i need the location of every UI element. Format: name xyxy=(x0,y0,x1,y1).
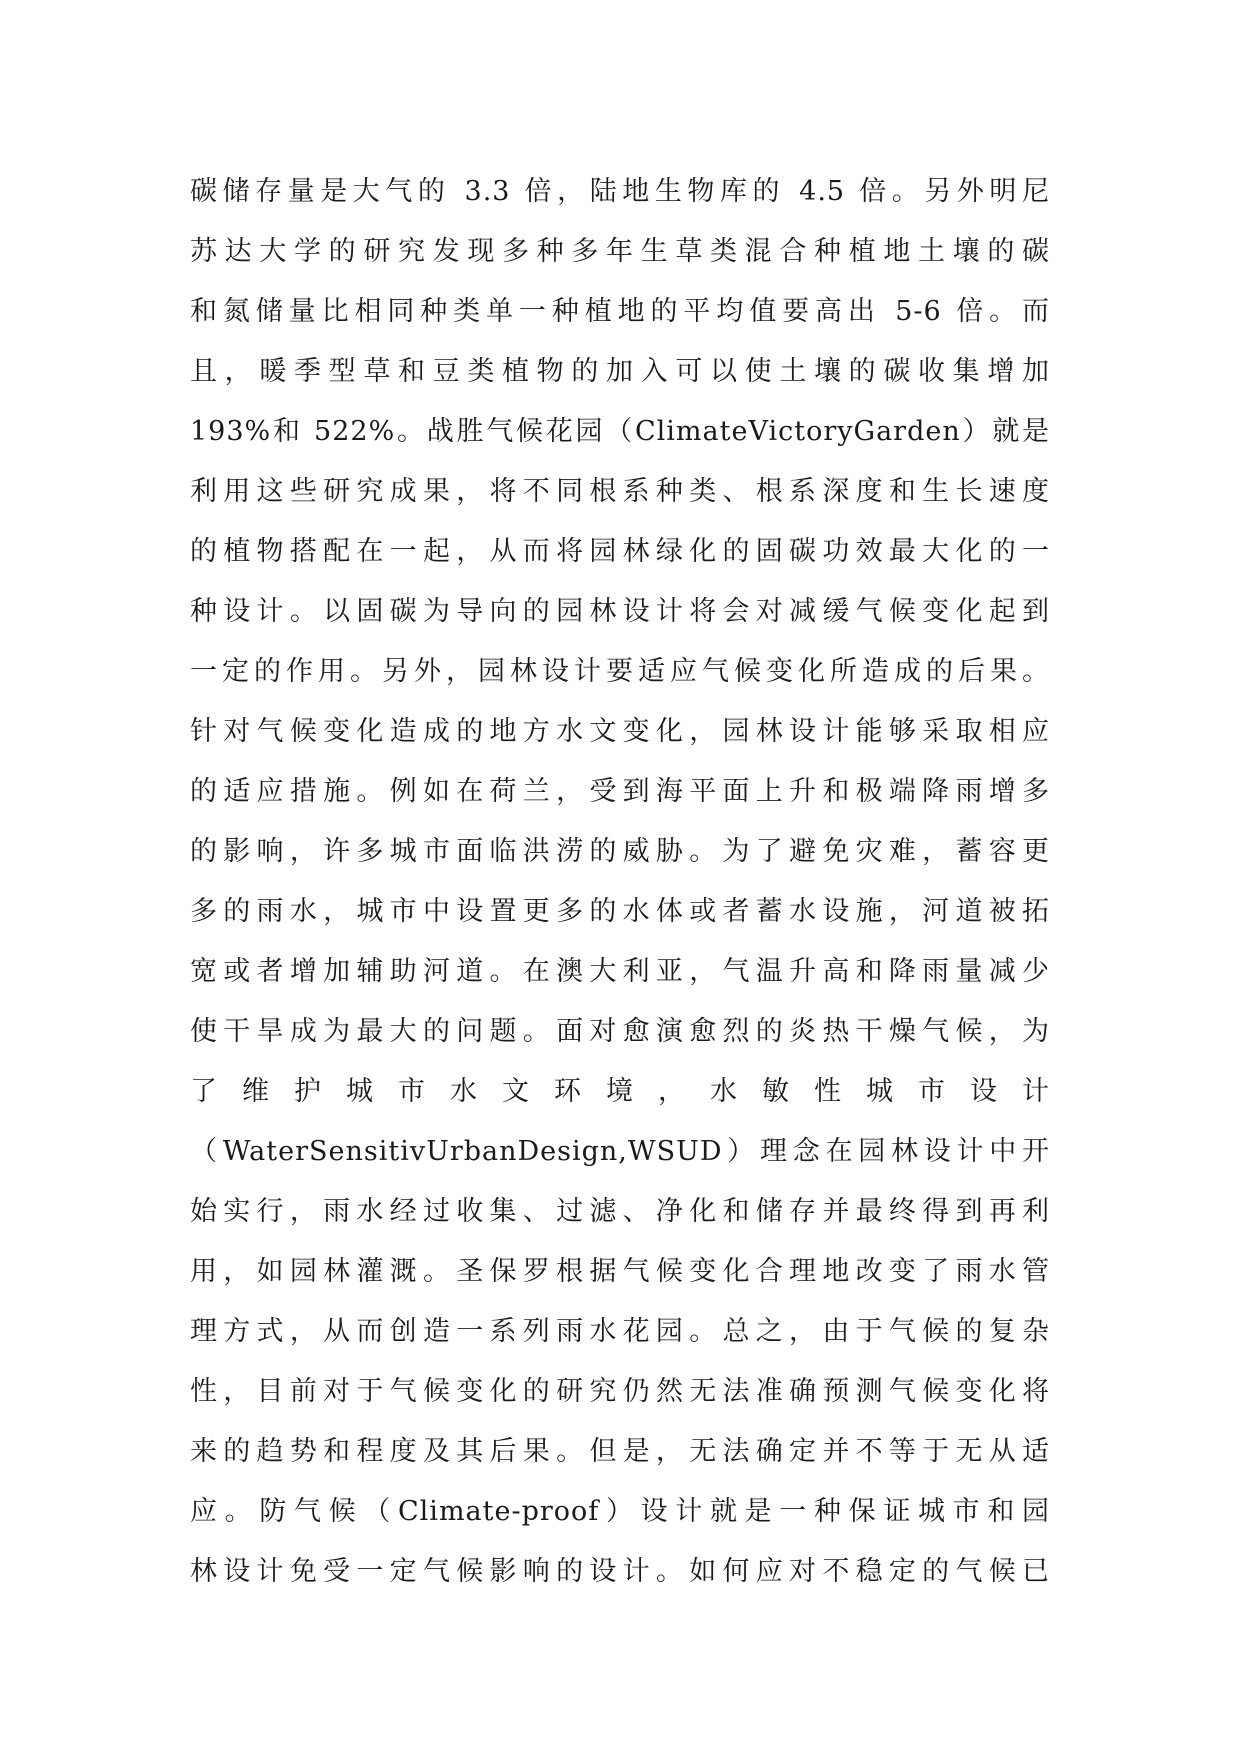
text-line: 的适应措施。例如在荷兰，受到海平面上升和极端降雨增多 xyxy=(190,776,1050,807)
text-line: 始实行，雨水经过收集、过滤、净化和储存并最终得到再利 xyxy=(190,1196,1050,1227)
text-line: 193%和 522%。战胜气候花园（ClimateVictoryGarden）就是 xyxy=(190,416,1050,447)
text-line: 用，如园林灌溉。圣保罗根据气候变化合理地改变了雨水管 xyxy=(190,1256,1050,1287)
text-line: 使干旱成为最大的问题。面对愈演愈烈的炎热干燥气候，为 xyxy=(190,1016,1050,1047)
text-line: 林设计免受一定气候影响的设计。如何应对不稳定的气候已 xyxy=(190,1556,1050,1587)
text-line: 碳储存量是大气的 3.3 倍，陆地生物库的 4.5 倍。另外明尼 xyxy=(190,176,1050,207)
text-line: 性，目前对于气候变化的研究仍然无法准确预测气候变化将 xyxy=(190,1376,1050,1407)
text-line: 一定的作用。另外，园林设计要适应气候变化所造成的后果。 xyxy=(190,656,1050,687)
text-line: 来的趋势和程度及其后果。但是，无法确定并不等于无从适 xyxy=(190,1436,1050,1467)
text-line: 针对气候变化造成的地方水文变化，园林设计能够采取相应 xyxy=(190,716,1050,747)
text-line: 苏达大学的研究发现多种多年生草类混合种植地土壤的碳 xyxy=(190,236,1050,267)
text-line: （WaterSensitivUrbanDesign,WSUD）理念在园林设计中开 xyxy=(190,1136,1050,1167)
text-line: 的植物搭配在一起，从而将园林绿化的固碳功效最大化的一 xyxy=(190,536,1050,567)
text-line: 宽或者增加辅助河道。在澳大利亚，气温升高和降雨量减少 xyxy=(190,956,1050,987)
text-line: 多的雨水，城市中设置更多的水体或者蓄水设施，河道被拓 xyxy=(190,896,1050,927)
text-line: 了 维 护 城 市 水 文 环 境 ， 水 敏 性 城 市 设 计 xyxy=(190,1076,1050,1107)
text-line: 且，暖季型草和豆类植物的加入可以使土壤的碳收集增加 xyxy=(190,356,1050,387)
text-line: 和氮储量比相同种类单一种植地的平均值要高出 5-6 倍。而 xyxy=(190,296,1050,327)
text-line: 的影响，许多城市面临洪涝的威胁。为了避免灾难，蓄容更 xyxy=(190,836,1050,867)
text-line: 应。防气候（Climate-proof）设计就是一种保证城市和园 xyxy=(190,1496,1050,1527)
text-line: 利用这些研究成果，将不同根系种类、根系深度和生长速度 xyxy=(190,476,1050,507)
text-line: 理方式，从而创造一系列雨水花园。总之，由于气候的复杂 xyxy=(190,1316,1050,1347)
text-line: 种设计。以固碳为导向的园林设计将会对减缓气候变化起到 xyxy=(190,596,1050,627)
document-body xyxy=(190,162,1050,1602)
